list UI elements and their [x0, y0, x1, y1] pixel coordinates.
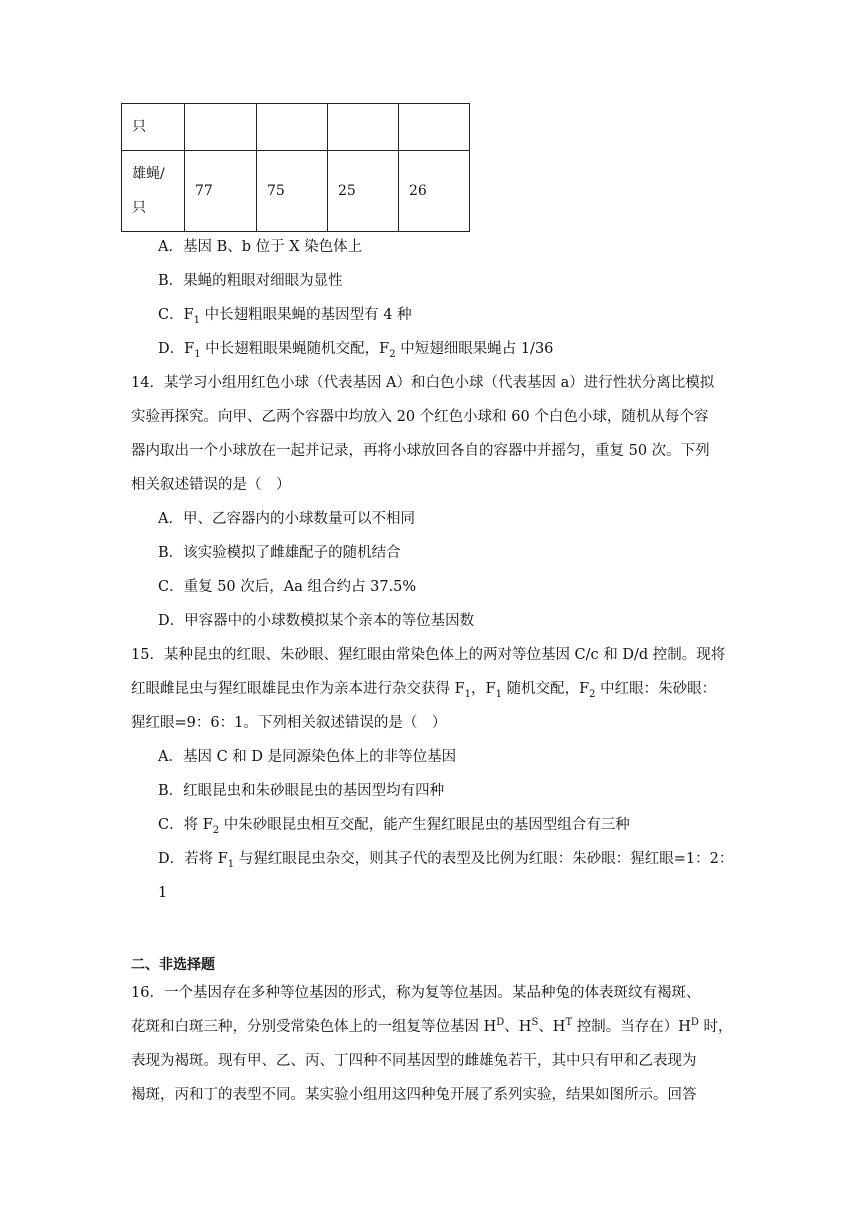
option-a: A．甲、乙容器内的小球数量可以不相同 — [158, 511, 415, 527]
question-15-line: 红眼雌昆虫与猩红眼雄昆虫作为亲本进行杂交获得 $F_1$，$F_1$ 随机交配，$F_2$ 中红眼：朱砂眼： — [131, 681, 717, 700]
option-b: B．果蝇的粗眼对细眼为显性 — [158, 273, 343, 289]
row-label-line: 只 — [132, 200, 146, 216]
question-14-line: 14．某学习小组用红色小球（代表基因 A）和白色小球（代表基因 a）进行性状分离比模拟 — [131, 375, 715, 391]
option-a: A．基因 C 和 D 是同源染色体上的非等位基因 — [158, 749, 457, 765]
question-14-line: 器内取出一个小球放在一起并记录，再将小球放回各自的容器中并摇匀，重复 50 次。下列 — [131, 443, 710, 459]
option-c: C．$F_1$ 中长翅粗眼果蝇的基因型有 4 种 — [158, 307, 412, 326]
question-16-line: 花斑和白斑三种，分别受常染色体上的一组复等位基因 $H^D$、$H^S$、$H^T$ 控制。当存在）$H^D$ 时， — [131, 1017, 733, 1035]
option-c: C．将 $F_2$ 中朱砂眼昆虫相互交配，能产生猩红眼昆虫的基因型组合有三种 — [158, 817, 630, 836]
question-15-line: 15．某种昆虫的红眼、朱砂眼、猩红眼由常染色体上的两对等位基因 C/c 和 D/d 控制。现将 — [131, 647, 726, 663]
table-cell: 75 — [257, 151, 328, 232]
question-16-line: 表现为褐斑。现有甲、乙、丙、丁四种不同基因型的雌雄兔若干，其中只有甲和乙表现为 — [131, 1053, 697, 1069]
option-d: D．甲容器中的小球数模拟某个亲本的等位基因数 — [158, 613, 475, 629]
data-table — [121, 103, 470, 232]
row-label-line: 雄蝇/ — [132, 166, 165, 182]
option-c: C．重复 50 次后，Aa 组合约占 37.5% — [158, 579, 417, 595]
table-cell — [185, 104, 257, 151]
table-cell — [257, 104, 328, 151]
question-16-line: 16．一个基因存在多种等位基因的形式，称为复等位基因。某品种兔的体表斑纹有褐斑、 — [131, 985, 701, 1001]
question-15-line: 猩红眼=9：6：1。下列相关叙述错误的是（ ） — [131, 715, 447, 731]
table-cell: 77 — [185, 151, 257, 232]
table-cell: 26 — [399, 151, 470, 232]
option-b: B．该实验模拟了雌雄配子的随机结合 — [158, 545, 401, 561]
option-d: D．$F_1$ 中长翅粗眼果蝇随机交配，$F_2$ 中短翅细眼果蝇占 1/36 — [158, 341, 554, 360]
table-row — [122, 104, 470, 151]
table-cell: 只 — [122, 104, 185, 151]
option-d: D．若将 $F_1$ 与猩红眼昆虫杂交，则其子代的表型及比例为红眼：朱砂眼：猩红眼=1：2： — [158, 851, 734, 870]
table-cell — [328, 104, 399, 151]
option-b: B．红眼昆虫和朱砂眼昆虫的基因型均有四种 — [158, 783, 445, 799]
table-cell — [122, 151, 185, 232]
question-14-line: 相关叙述错误的是（ ） — [131, 477, 291, 493]
table-cell: 25 — [328, 151, 399, 232]
option-d-continuation: 1 — [158, 885, 168, 901]
question-14-line: 实验再探究。向甲、乙两个容器中均放入 20 个红色小球和 60 个白色小球，随机从每个容 — [131, 409, 709, 425]
section-heading: 二、非选择题 — [131, 957, 215, 973]
question-16-line: 褐斑，丙和丁的表型不同。某实验小组用这四种兔开展了系列实验，结果如图所示。回答 — [131, 1087, 697, 1103]
table-row — [122, 151, 470, 232]
table-cell — [399, 104, 470, 151]
option-a: A．基因 B、b 位于 X 染色体上 — [158, 239, 363, 255]
